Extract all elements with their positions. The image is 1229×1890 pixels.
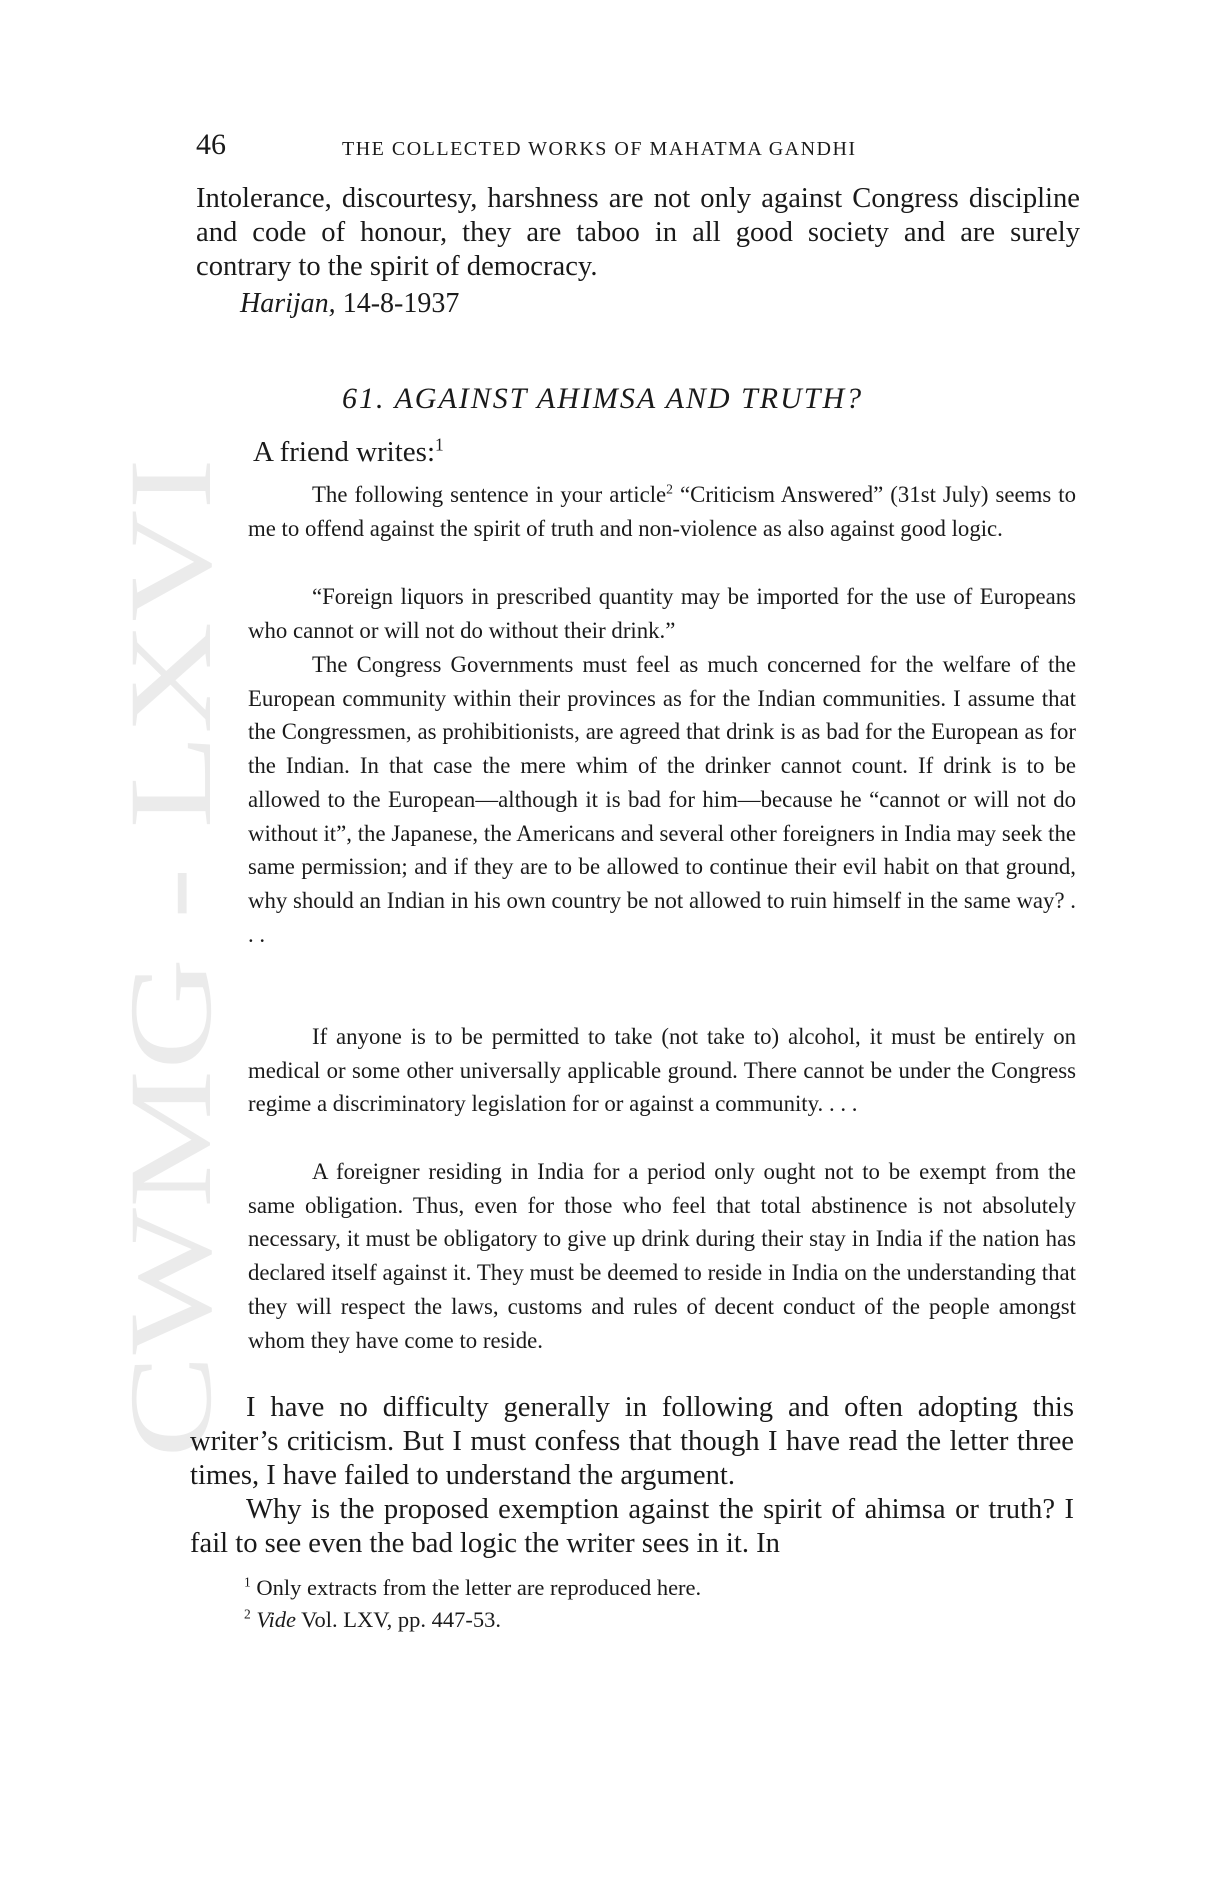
letter-paragraph-1-text-a: The following sentence in your article (312, 482, 667, 507)
letter-paragraph-3: The Congress Governments must feel as much concerned for the welfare of the European community within their provinces as for the Indian communities. I assume that the Congressmen, as prohibitionists, are agreed that drink is as bad for the European as for the Indian. In that case the mere whim of the drinker cannot count. If drink is to be allowed to the European—although it is bad for him—because he “cannot or will not do without it”, the Japanese, the Americans and several other foreigners in India may seek the same permission; and if they are to be allowed to continue their evil habit on that ground, why should an Indian in his own country be not allowed to ruin himself in the same way? . . . (248, 652, 1076, 947)
footnote-ref-2: 2 (666, 481, 673, 497)
footnote-2-marker: 2 (244, 1606, 251, 1622)
footnote-1-marker: 1 (244, 1574, 251, 1590)
letter-paragraph-5: A foreigner residing in India for a period only ought not to be exempt from the same obligation. Thus, even for those who feel that total abstinence is not absolutely necessary, it must be obligatory to give up drink during their stay in India if the nation has declared itself against it. They must be deemed to reside in India on the understanding that they will respect the laws, customs and rules of decent conduct of the people amongst whom they have come to reside. (248, 1159, 1076, 1353)
letter-paragraph-1-text-b: “Criticism Answered” (31st July) seems to me to offend against the spirit of truth and non-violence as also against good logic. (248, 482, 1077, 541)
source-date: 14-8-1937 (342, 288, 460, 319)
intro-line (253, 436, 444, 469)
page-number: 46 (196, 128, 226, 161)
opening-paragraph: Intolerance, discourtesy, harshness are not only against Congress discipline and code of honour, they are taboo in all good society and are surely contrary to the spirit of democracy. (196, 183, 1080, 282)
footnote-1 (244, 1572, 701, 1604)
footnote-2 (244, 1604, 701, 1636)
response-paragraph-1: I have no difficulty generally in following and often adopting this writer’s criticism. But I must confess that though I have read the letter three times, I have failed to understand the argument. (190, 1392, 1074, 1491)
letter-paragraph-1 (248, 478, 1076, 545)
footnote-1-text: Only extracts from the letter are reproduced here. (250, 1575, 702, 1600)
page-header (196, 128, 1086, 168)
running-head: THE COLLECTED WORKS OF MAHATMA GANDHI (342, 138, 857, 160)
intro-text: A friend writes: (253, 436, 436, 468)
watermark-text: CWMG - LXVI (105, 697, 236, 1458)
section-title: 61. AGAINST AHIMSA AND TRUTH? (342, 382, 864, 415)
source-citation (240, 288, 459, 320)
footnotes (244, 1572, 701, 1636)
footnote-2-italic: Vide (256, 1607, 296, 1632)
source-publication: Harijan, (240, 288, 336, 319)
letter-paragraph-2: “Foreign liquors in prescribed quantity may be imported for the use of Europeans who cannot or will not do without their drink.” (248, 584, 1076, 643)
response-paragraph-2: Why is the proposed exemption against the spirit of ahimsa or truth? I fail to see even the bad logic the writer sees in it. In (190, 1494, 1074, 1559)
watermark (105, 458, 236, 1458)
footnote-ref-1: 1 (435, 434, 444, 455)
letter-paragraph-4: If anyone is to be permitted to take (not take to) alcohol, it must be entirely on medical or some other universally applicable ground. There cannot be under the Congress regime a discriminatory legislation for or against a community. . . . (248, 1024, 1076, 1117)
footnote-2-text: Vol. LXV, pp. 447-53. (295, 1607, 501, 1632)
